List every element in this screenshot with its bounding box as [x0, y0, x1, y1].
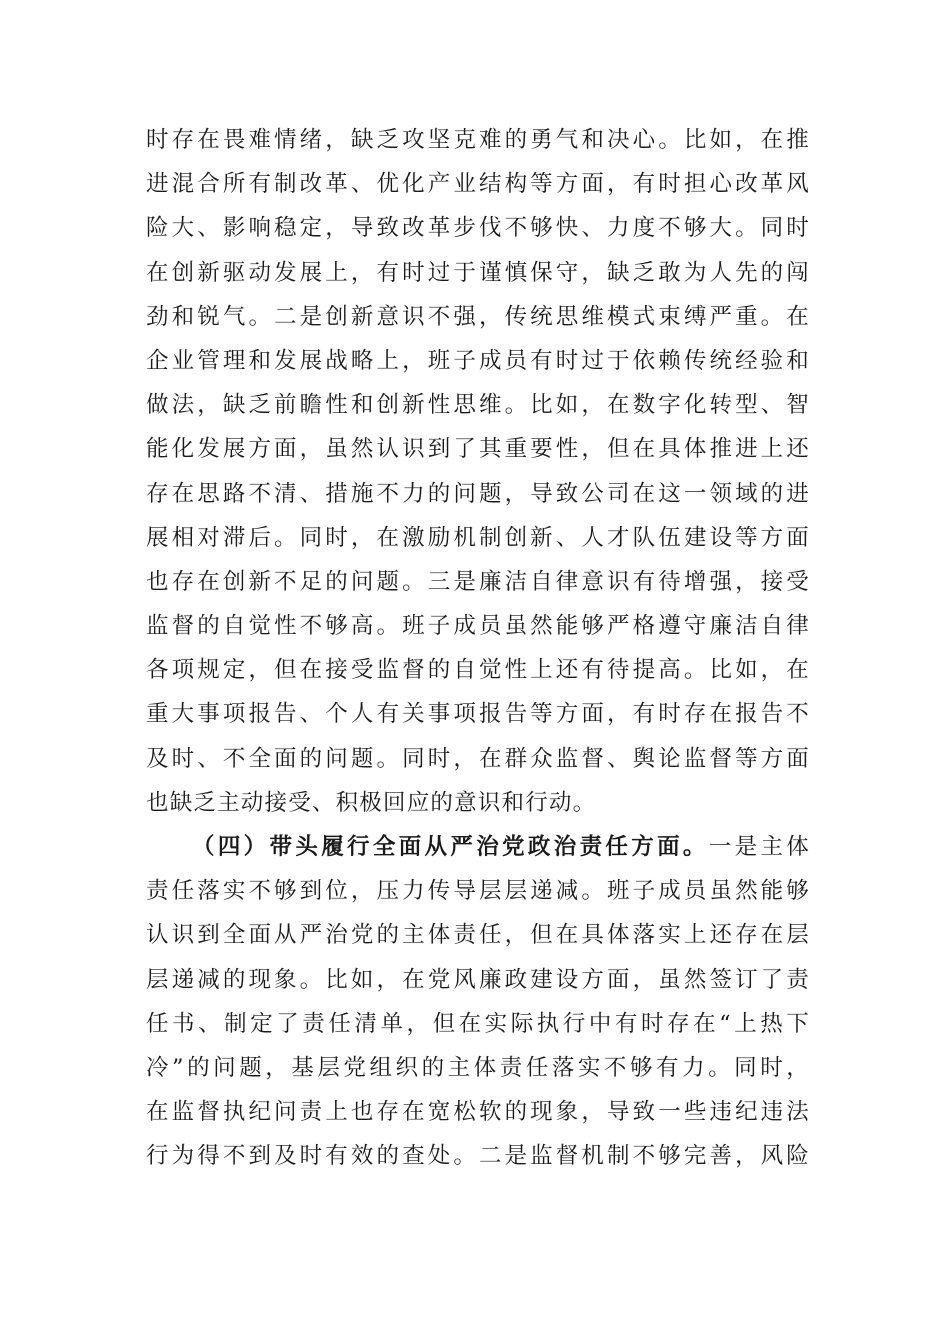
- text-line: 各项规定，但在接受监督的自觉性上还有待提高。比如，在: [146, 657, 810, 684]
- text-line: 行为得不到及时有效的查处。二是监督机制不够完善，风险: [146, 1143, 810, 1170]
- heading-line-rest: 一是主体: [708, 834, 810, 860]
- text-line: 认识到全面从严治党的主体责任，但在具体落实上还存在层: [146, 922, 810, 949]
- text-line: 也存在创新不足的问题。三是廉洁自律意识有待增强，接受: [146, 568, 810, 595]
- document-page: [146, 118, 810, 1179]
- text-line: 责任落实不够到位，压力传导层层递减。班子成员虽然能够: [146, 878, 810, 905]
- text-line: 冷”的问题，基层党组织的主体责任落实不够有力。同时，: [146, 1054, 810, 1081]
- text-line: 及时、不全面的问题。同时，在群众监督、舆论监督等方面: [146, 745, 810, 772]
- text-line: 展相对滞后。同时，在激励机制创新、人才队伍建设等方面: [146, 524, 810, 551]
- text-line: 监督的自觉性不够高。班子成员虽然能够严格遵守廉洁自律: [146, 613, 810, 640]
- text-line: 进混合所有制改革、优化产业结构等方面，有时担心改革风: [146, 171, 810, 198]
- text-line-first: [146, 825, 810, 869]
- paragraph-2: [146, 825, 810, 1179]
- section-heading: （四）带头履行全面从严治党政治责任方面。: [192, 834, 709, 860]
- text-line: 劲和锐气。二是创新意识不强，传统思维模式束缚严重。在: [146, 303, 810, 330]
- text-line: 任书、制定了责任清单，但在实际执行中有时存在“上热下: [146, 1010, 810, 1037]
- text-line: 险大、影响稳定，导致改革步伐不够快、力度不够大。同时: [146, 215, 810, 242]
- text-line: 做法，缺乏前瞻性和创新性思维。比如，在数字化转型、智: [146, 392, 810, 419]
- paragraph-1: [146, 118, 810, 825]
- text-line: 重大事项报告、个人有关事项报告等方面，有时存在报告不: [146, 701, 810, 728]
- text-line: 层递减的现象。比如，在党风廉政建设方面，虽然签订了责: [146, 966, 810, 993]
- text-line: 时存在畏难情绪，缺乏攻坚克难的勇气和决心。比如，在推: [146, 127, 810, 153]
- text-line: 存在思路不清、措施不力的问题，导致公司在这一领域的进: [146, 480, 810, 507]
- text-line: 企业管理和发展战略上，班子成员有时过于依赖传统经验和: [146, 347, 810, 374]
- text-line: 在创新驱动发展上，有时过于谨慎保守，缺乏敢为人先的闯: [146, 259, 810, 286]
- text-line: 能化发展方面，虽然认识到了其重要性，但在具体推进上还: [146, 436, 810, 463]
- text-line: 也缺乏主动接受、积极回应的意识和行动。: [146, 789, 597, 816]
- text-line: 在监督执纪问责上也存在宽松软的现象，导致一些违纪违法: [146, 1099, 810, 1126]
